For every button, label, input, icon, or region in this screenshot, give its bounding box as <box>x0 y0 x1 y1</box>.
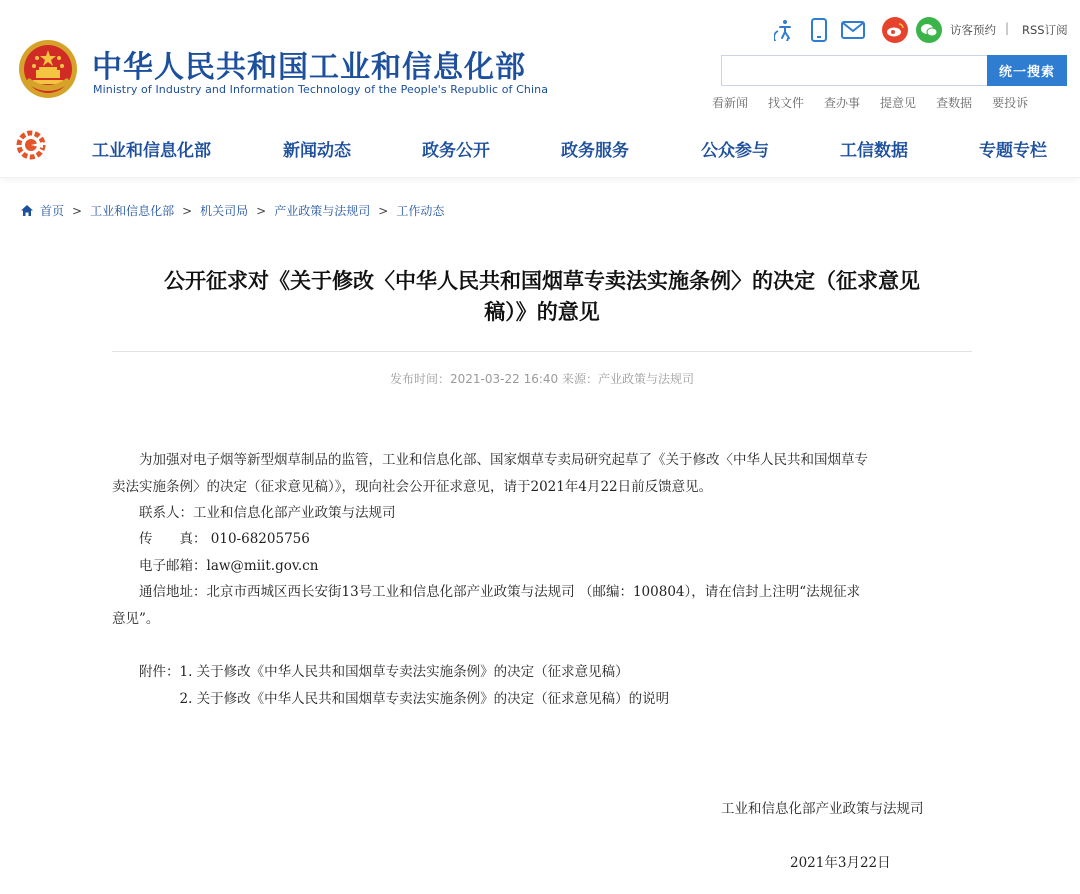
rss-link[interactable]: RSS订阅 <box>1022 23 1068 37</box>
site-header <box>0 0 1080 118</box>
miit-logo-icon[interactable] <box>16 130 46 160</box>
breadcrumb-separator: > <box>72 203 83 218</box>
quick-link-feedback[interactable]: 提意见 <box>880 96 917 110</box>
title-divider <box>112 351 972 352</box>
home-icon[interactable] <box>20 204 34 217</box>
article-paragraph: 卖法实施条例〉的决定（征求意见稿）》，现向社会公开征求意见，请于2021年4月22日前反馈意见。 <box>112 479 713 495</box>
address-line: 意见”。 <box>112 611 160 627</box>
quick-link-services[interactable]: 查办事 <box>824 96 861 110</box>
nav-item-data[interactable]: 工信数据 <box>840 141 908 161</box>
accessibility-icon[interactable] <box>770 16 800 44</box>
nav-item-topics[interactable]: 专题专栏 <box>979 141 1047 161</box>
wechat-icon[interactable] <box>916 17 942 43</box>
breadcrumb-separator: > <box>256 203 267 218</box>
signature: 工业和信息化部产业政策与法规司 <box>721 801 924 817</box>
article-title-line: 公开征求对《关于修改〈中华人民共和国烟草专卖法实施条例〉的决定（征求意见 <box>164 269 920 293</box>
national-emblem-icon[interactable] <box>17 38 79 100</box>
main-nav <box>0 118 1080 178</box>
article-title-line: 稿）》的意见 <box>484 300 600 324</box>
site-title[interactable]: 中华人民共和国工业和信息化部 <box>92 50 526 85</box>
contact-line: 联系人：工业和信息化部产业政策与法规司 <box>112 505 396 521</box>
signature-date: 2021年3月22日 <box>790 855 891 871</box>
article-meta: 发布时间：2021-03-22 16:40 来源：产业政策与法规司 <box>390 372 694 386</box>
utility-icons <box>770 16 950 44</box>
article-paragraph: 为加强对电子烟等新型烟草制品的监管，工业和信息化部、国家烟草专卖局研究起草了《关于修改〈中华人民共和国烟草专 <box>112 452 868 468</box>
nav-item-services[interactable]: 政务服务 <box>561 141 629 161</box>
mobile-icon[interactable] <box>804 16 834 44</box>
quick-links <box>712 94 1028 111</box>
breadcrumb-policy-dept[interactable]: 产业政策与法规司 <box>274 204 371 218</box>
quick-link-complaint[interactable]: 要投诉 <box>992 96 1029 110</box>
quick-link-data[interactable]: 查数据 <box>936 96 973 110</box>
visit-appointment-link[interactable]: 访客预约 <box>950 23 996 37</box>
fax-line: 传 真： 010-68205756 <box>112 531 310 547</box>
email-line[interactable]: 电子邮箱：law@miit.gov.cn <box>112 558 319 574</box>
breadcrumb-home[interactable]: 首页 <box>40 204 65 218</box>
address-line: 通信地址：北京市西城区西长安街13号工业和信息化部产业政策与法规司 （邮编：100804），请在信封上注明“法规征求 <box>112 584 861 600</box>
breadcrumb-separator: > <box>378 203 389 218</box>
nav-item-news[interactable]: 新闻动态 <box>283 141 351 161</box>
attachment-link-2[interactable]: 2. 关于修改《中华人民共和国烟草专卖法实施条例》的决定（征求意见稿）的说明 <box>112 691 670 707</box>
search-button[interactable]: 统一搜索 <box>987 55 1067 86</box>
breadcrumb-ministry[interactable]: 工业和信息化部 <box>90 204 175 218</box>
article-title <box>110 266 974 328</box>
breadcrumb-separator: > <box>182 203 193 218</box>
attachment-link-1[interactable]: 附件：1. 关于修改《中华人民共和国烟草专卖法实施条例》的决定（征求意见稿） <box>112 664 629 680</box>
breadcrumb-departments[interactable]: 机关司局 <box>200 204 249 218</box>
breadcrumb-work-news[interactable]: 工作动态 <box>396 204 445 218</box>
quick-link-news[interactable]: 看新闻 <box>712 96 749 110</box>
mail-icon[interactable] <box>838 16 868 44</box>
search-input[interactable] <box>721 55 987 86</box>
quick-link-files[interactable]: 找文件 <box>768 96 805 110</box>
nav-item-ministry[interactable]: 工业和信息化部 <box>92 141 211 161</box>
util-separator: | <box>1005 21 1010 35</box>
breadcrumb <box>20 202 444 219</box>
site-subtitle: Ministry of Industry and Information Technology of the People's Republic of China <box>93 83 549 96</box>
nav-item-public-affairs[interactable]: 政务公开 <box>422 141 490 161</box>
nav-item-participation[interactable]: 公众参与 <box>701 141 769 161</box>
weibo-icon[interactable] <box>882 17 908 43</box>
